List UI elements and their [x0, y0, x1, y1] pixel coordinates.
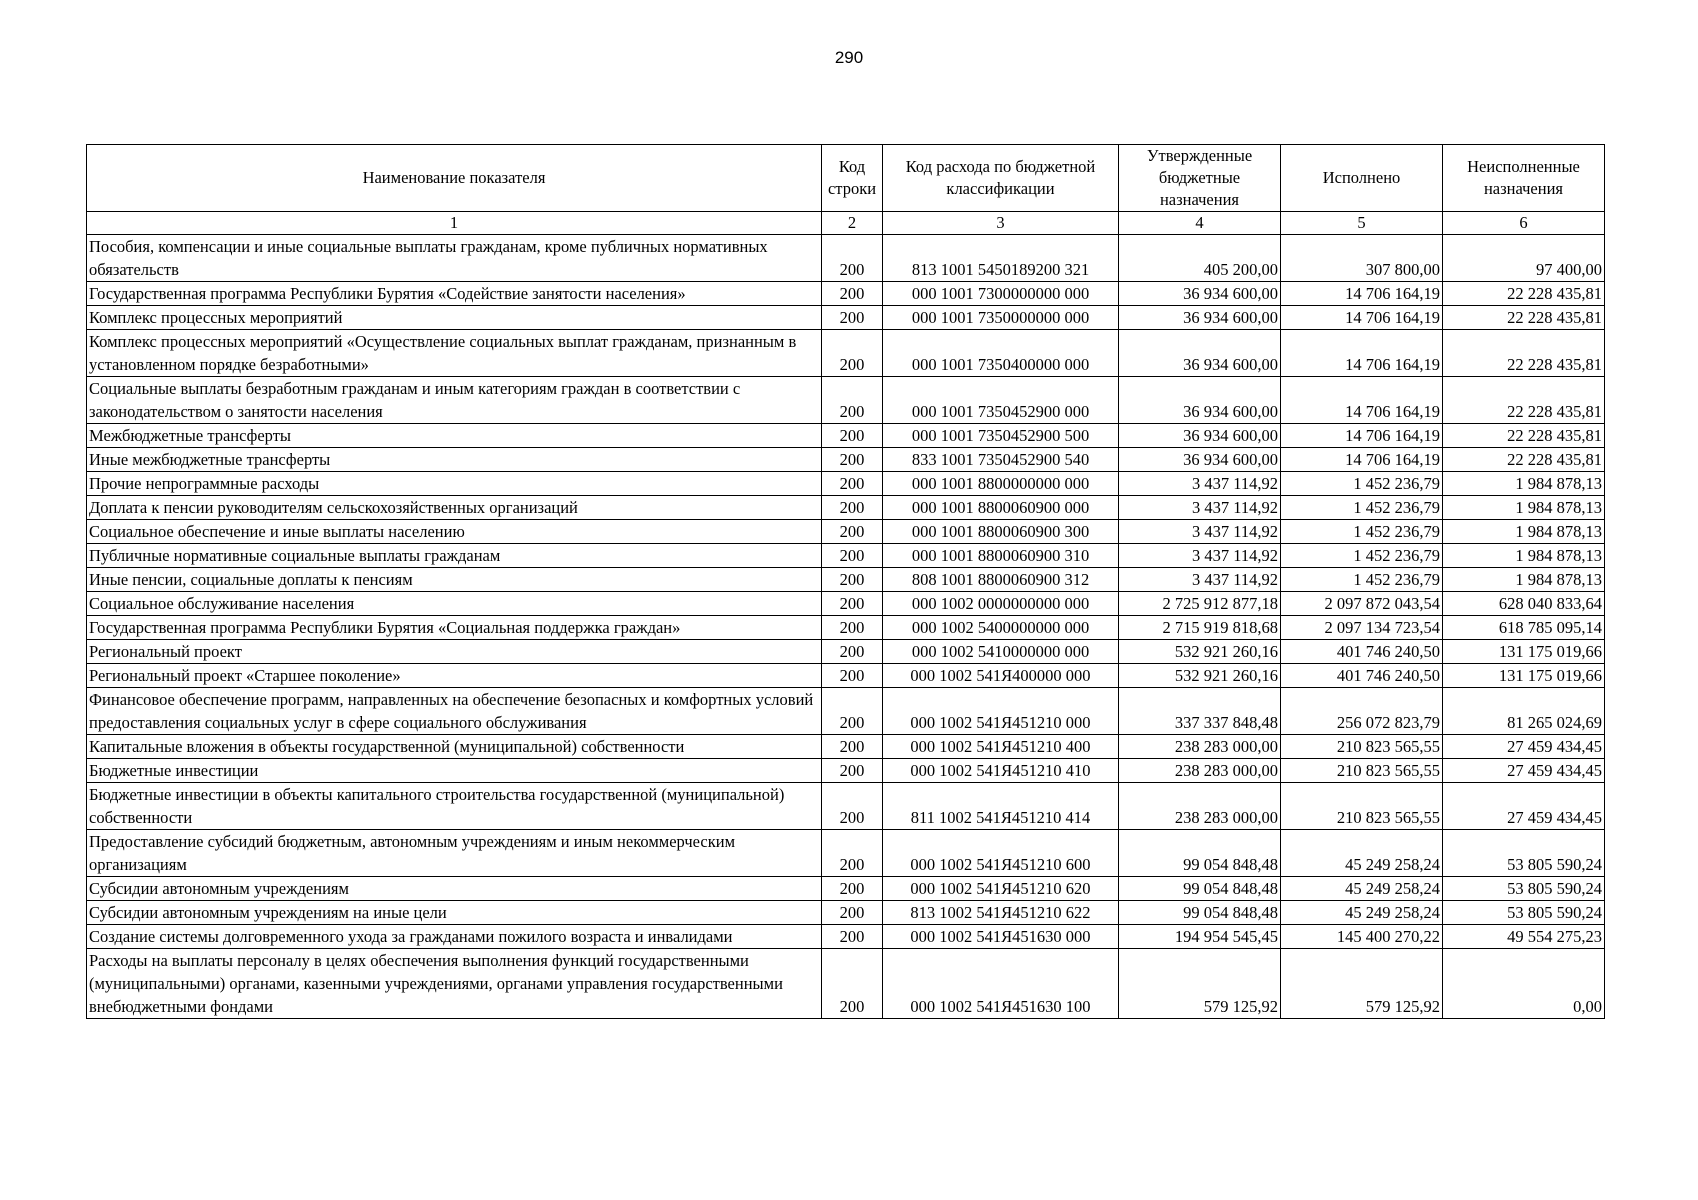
cell-executed: 45 249 258,24: [1281, 830, 1443, 877]
cell-executed: 2 097 872 043,54: [1281, 592, 1443, 616]
table-row: [87, 759, 1605, 783]
cell-name: Комплекс процессных мероприятий «Осуществление социальных выплат гражданам, признанным в установленном порядке безработными»: [87, 330, 822, 377]
cell-approved: 2 715 919 818,68: [1119, 616, 1281, 640]
cell-name: Пособия, компенсации и иные социальные выплаты гражданам, кроме публичных нормативных обязательств: [87, 235, 822, 282]
cell-line-code: 200: [822, 520, 883, 544]
cell-executed: 45 249 258,24: [1281, 901, 1443, 925]
table-row: [87, 282, 1605, 306]
table-row: [87, 783, 1605, 830]
cell-budget-code: 000 1002 5410000000 000: [883, 640, 1119, 664]
cell-executed: 1 452 236,79: [1281, 472, 1443, 496]
cell-unexecuted: 22 228 435,81: [1443, 424, 1605, 448]
cell-unexecuted: 22 228 435,81: [1443, 448, 1605, 472]
cell-budget-code: 000 1002 541Я451210 620: [883, 877, 1119, 901]
cell-unexecuted: 22 228 435,81: [1443, 282, 1605, 306]
cell-name: Иные межбюджетные трансферты: [87, 448, 822, 472]
cell-line-code: 200: [822, 306, 883, 330]
cell-name: Капитальные вложения в объекты государственной (муниципальной) собственности: [87, 735, 822, 759]
cell-budget-code: 000 1002 541Я451210 410: [883, 759, 1119, 783]
cell-budget-code: 000 1001 8800060900 310: [883, 544, 1119, 568]
cell-approved: 194 954 545,45: [1119, 925, 1281, 949]
table-row: [87, 664, 1605, 688]
cell-line-code: 200: [822, 783, 883, 830]
cell-executed: 210 823 565,55: [1281, 783, 1443, 830]
table-row: [87, 688, 1605, 735]
table-row: [87, 306, 1605, 330]
cell-line-code: 200: [822, 592, 883, 616]
column-number: 1: [87, 212, 822, 235]
cell-approved: 3 437 114,92: [1119, 568, 1281, 592]
cell-executed: 14 706 164,19: [1281, 448, 1443, 472]
cell-unexecuted: 27 459 434,45: [1443, 759, 1605, 783]
cell-budget-code: 000 1001 7350000000 000: [883, 306, 1119, 330]
cell-unexecuted: 1 984 878,13: [1443, 568, 1605, 592]
table-row: [87, 568, 1605, 592]
cell-executed: 1 452 236,79: [1281, 568, 1443, 592]
cell-approved: 36 934 600,00: [1119, 330, 1281, 377]
table-row: [87, 640, 1605, 664]
cell-budget-code: 808 1001 8800060900 312: [883, 568, 1119, 592]
table-row: [87, 448, 1605, 472]
cell-budget-code: 000 1002 541Я451210 000: [883, 688, 1119, 735]
cell-name: Бюджетные инвестиции: [87, 759, 822, 783]
cell-executed: 1 452 236,79: [1281, 520, 1443, 544]
cell-executed: 45 249 258,24: [1281, 877, 1443, 901]
cell-approved: 238 283 000,00: [1119, 783, 1281, 830]
cell-unexecuted: 1 984 878,13: [1443, 496, 1605, 520]
cell-approved: 36 934 600,00: [1119, 306, 1281, 330]
cell-unexecuted: 618 785 095,14: [1443, 616, 1605, 640]
cell-approved: 36 934 600,00: [1119, 424, 1281, 448]
table-row: [87, 830, 1605, 877]
header-name: Наименование показателя: [87, 145, 822, 212]
cell-budget-code: 000 1001 7350400000 000: [883, 330, 1119, 377]
column-number: 2: [822, 212, 883, 235]
cell-unexecuted: 1 984 878,13: [1443, 472, 1605, 496]
cell-unexecuted: 628 040 833,64: [1443, 592, 1605, 616]
table-row: [87, 592, 1605, 616]
cell-approved: 99 054 848,48: [1119, 901, 1281, 925]
cell-executed: 14 706 164,19: [1281, 306, 1443, 330]
cell-budget-code: 000 1002 541Я451630 000: [883, 925, 1119, 949]
cell-unexecuted: 22 228 435,81: [1443, 330, 1605, 377]
cell-unexecuted: 131 175 019,66: [1443, 664, 1605, 688]
column-number: 4: [1119, 212, 1281, 235]
table-row: [87, 496, 1605, 520]
cell-line-code: 200: [822, 759, 883, 783]
header-unexecuted: Неисполненные назначения: [1443, 145, 1605, 212]
table-row: [87, 925, 1605, 949]
cell-unexecuted: 27 459 434,45: [1443, 783, 1605, 830]
header-budget-code: Код расхода по бюджетной классификации: [883, 145, 1119, 212]
cell-budget-code: 811 1002 541Я451210 414: [883, 783, 1119, 830]
cell-unexecuted: 53 805 590,24: [1443, 901, 1605, 925]
cell-line-code: 200: [822, 235, 883, 282]
cell-name: Межбюджетные трансферты: [87, 424, 822, 448]
cell-unexecuted: 53 805 590,24: [1443, 877, 1605, 901]
cell-line-code: 200: [822, 877, 883, 901]
table-row: [87, 472, 1605, 496]
cell-unexecuted: 81 265 024,69: [1443, 688, 1605, 735]
table-row: [87, 424, 1605, 448]
cell-name: Бюджетные инвестиции в объекты капитального строительства государственной (муниципальной) собственности: [87, 783, 822, 830]
cell-approved: 238 283 000,00: [1119, 759, 1281, 783]
page-number: 290: [834, 48, 864, 67]
cell-budget-code: 000 1002 541Я451210 600: [883, 830, 1119, 877]
table-row: [87, 901, 1605, 925]
cell-approved: 405 200,00: [1119, 235, 1281, 282]
cell-approved: 3 437 114,92: [1119, 496, 1281, 520]
cell-budget-code: 000 1001 8800000000 000: [883, 472, 1119, 496]
cell-executed: 14 706 164,19: [1281, 330, 1443, 377]
cell-executed: 1 452 236,79: [1281, 544, 1443, 568]
cell-approved: 532 921 260,16: [1119, 640, 1281, 664]
cell-approved: 532 921 260,16: [1119, 664, 1281, 688]
cell-executed: 14 706 164,19: [1281, 424, 1443, 448]
cell-unexecuted: 131 175 019,66: [1443, 640, 1605, 664]
cell-budget-code: 000 1001 7350452900 500: [883, 424, 1119, 448]
cell-name: Государственная программа Республики Бурятия «Социальная поддержка граждан»: [87, 616, 822, 640]
cell-approved: 238 283 000,00: [1119, 735, 1281, 759]
cell-budget-code: 833 1001 7350452900 540: [883, 448, 1119, 472]
cell-name: Субсидии автономным учреждениям: [87, 877, 822, 901]
cell-line-code: 200: [822, 688, 883, 735]
budget-execution-table: [86, 144, 1605, 1019]
header-line-code: Код строки: [822, 145, 883, 212]
cell-name: Субсидии автономным учреждениям на иные цели: [87, 901, 822, 925]
cell-line-code: 200: [822, 330, 883, 377]
cell-line-code: 200: [822, 496, 883, 520]
table-row: [87, 520, 1605, 544]
cell-executed: 14 706 164,19: [1281, 377, 1443, 424]
cell-name: Региональный проект «Старшее поколение»: [87, 664, 822, 688]
cell-executed: 14 706 164,19: [1281, 282, 1443, 306]
cell-name: Комплекс процессных мероприятий: [87, 306, 822, 330]
cell-unexecuted: 0,00: [1443, 949, 1605, 1019]
column-number: 3: [883, 212, 1119, 235]
cell-name: Государственная программа Республики Бурятия «Содействие занятости населения»: [87, 282, 822, 306]
cell-name: Предоставление субсидий бюджетным, автономным учреждениям и иным некоммерческим организациям: [87, 830, 822, 877]
cell-line-code: 200: [822, 568, 883, 592]
cell-budget-code: 000 1001 7350452900 000: [883, 377, 1119, 424]
cell-name: Прочие непрограммные расходы: [87, 472, 822, 496]
cell-approved: 579 125,92: [1119, 949, 1281, 1019]
cell-name: Создание системы долговременного ухода за гражданами пожилого возраста и инвалидами: [87, 925, 822, 949]
cell-budget-code: 000 1001 7300000000 000: [883, 282, 1119, 306]
cell-name: Финансовое обеспечение программ, направленных на обеспечение безопасных и комфортных условий предоставления социальных услуг в сфере социального обслуживания: [87, 688, 822, 735]
cell-line-code: 200: [822, 949, 883, 1019]
table-row: [87, 544, 1605, 568]
cell-executed: 210 823 565,55: [1281, 735, 1443, 759]
cell-name: Региональный проект: [87, 640, 822, 664]
cell-executed: 145 400 270,22: [1281, 925, 1443, 949]
cell-name: Социальное обеспечение и иные выплаты населению: [87, 520, 822, 544]
cell-unexecuted: 49 554 275,23: [1443, 925, 1605, 949]
cell-line-code: 200: [822, 901, 883, 925]
cell-budget-code: 000 1002 0000000000 000: [883, 592, 1119, 616]
cell-approved: 3 437 114,92: [1119, 472, 1281, 496]
cell-line-code: 200: [822, 448, 883, 472]
table-row: [87, 877, 1605, 901]
cell-line-code: 200: [822, 616, 883, 640]
cell-line-code: 200: [822, 544, 883, 568]
cell-executed: 210 823 565,55: [1281, 759, 1443, 783]
cell-budget-code: 000 1002 541Я451210 400: [883, 735, 1119, 759]
header-executed: Исполнено: [1281, 145, 1443, 212]
cell-unexecuted: 27 459 434,45: [1443, 735, 1605, 759]
cell-executed: 1 452 236,79: [1281, 496, 1443, 520]
cell-approved: 2 725 912 877,18: [1119, 592, 1281, 616]
cell-unexecuted: 22 228 435,81: [1443, 306, 1605, 330]
cell-unexecuted: 1 984 878,13: [1443, 544, 1605, 568]
cell-budget-code: 000 1002 5400000000 000: [883, 616, 1119, 640]
table-row: [87, 616, 1605, 640]
cell-line-code: 200: [822, 377, 883, 424]
column-number-row: [87, 212, 1605, 235]
cell-approved: 36 934 600,00: [1119, 377, 1281, 424]
cell-budget-code: 000 1001 8800060900 300: [883, 520, 1119, 544]
cell-line-code: 200: [822, 472, 883, 496]
cell-line-code: 200: [822, 282, 883, 306]
cell-approved: 3 437 114,92: [1119, 520, 1281, 544]
cell-budget-code: 000 1002 541Я400000 000: [883, 664, 1119, 688]
cell-approved: 99 054 848,48: [1119, 877, 1281, 901]
table-body: [87, 235, 1605, 1019]
cell-executed: 401 746 240,50: [1281, 664, 1443, 688]
cell-executed: 579 125,92: [1281, 949, 1443, 1019]
cell-name: Публичные нормативные социальные выплаты гражданам: [87, 544, 822, 568]
table-row: [87, 949, 1605, 1019]
cell-unexecuted: 22 228 435,81: [1443, 377, 1605, 424]
cell-name: Доплата к пенсии руководителям сельскохозяйственных организаций: [87, 496, 822, 520]
cell-executed: 256 072 823,79: [1281, 688, 1443, 735]
cell-name: Социальное обслуживание населения: [87, 592, 822, 616]
cell-line-code: 200: [822, 925, 883, 949]
cell-line-code: 200: [822, 424, 883, 448]
cell-executed: 307 800,00: [1281, 235, 1443, 282]
cell-name: Социальные выплаты безработным гражданам и иным категориям граждан в соответствии с законодательством о занятости населения: [87, 377, 822, 424]
table-header-row: [87, 145, 1605, 212]
table-row: [87, 377, 1605, 424]
cell-approved: 36 934 600,00: [1119, 448, 1281, 472]
table-row: [87, 235, 1605, 282]
cell-budget-code: 000 1001 8800060900 000: [883, 496, 1119, 520]
table-row: [87, 735, 1605, 759]
table-row: [87, 330, 1605, 377]
cell-line-code: 200: [822, 640, 883, 664]
cell-approved: 337 337 848,48: [1119, 688, 1281, 735]
cell-unexecuted: 97 400,00: [1443, 235, 1605, 282]
cell-budget-code: 813 1002 541Я451210 622: [883, 901, 1119, 925]
column-number: 5: [1281, 212, 1443, 235]
cell-budget-code: 813 1001 5450189200 321: [883, 235, 1119, 282]
cell-name: Расходы на выплаты персоналу в целях обеспечения выполнения функций государственными (муниципальными) органами, казенными учреждениями, органами управления государственными внебюджетными фондами: [87, 949, 822, 1019]
cell-approved: 99 054 848,48: [1119, 830, 1281, 877]
cell-line-code: 200: [822, 830, 883, 877]
cell-budget-code: 000 1002 541Я451630 100: [883, 949, 1119, 1019]
cell-executed: 2 097 134 723,54: [1281, 616, 1443, 640]
column-number: 6: [1443, 212, 1605, 235]
cell-line-code: 200: [822, 735, 883, 759]
cell-unexecuted: 1 984 878,13: [1443, 520, 1605, 544]
cell-line-code: 200: [822, 664, 883, 688]
cell-approved: 3 437 114,92: [1119, 544, 1281, 568]
cell-name: Иные пенсии, социальные доплаты к пенсиям: [87, 568, 822, 592]
cell-unexecuted: 53 805 590,24: [1443, 830, 1605, 877]
header-approved: Утвержденные бюджетные назначения: [1119, 145, 1281, 212]
cell-executed: 401 746 240,50: [1281, 640, 1443, 664]
cell-approved: 36 934 600,00: [1119, 282, 1281, 306]
